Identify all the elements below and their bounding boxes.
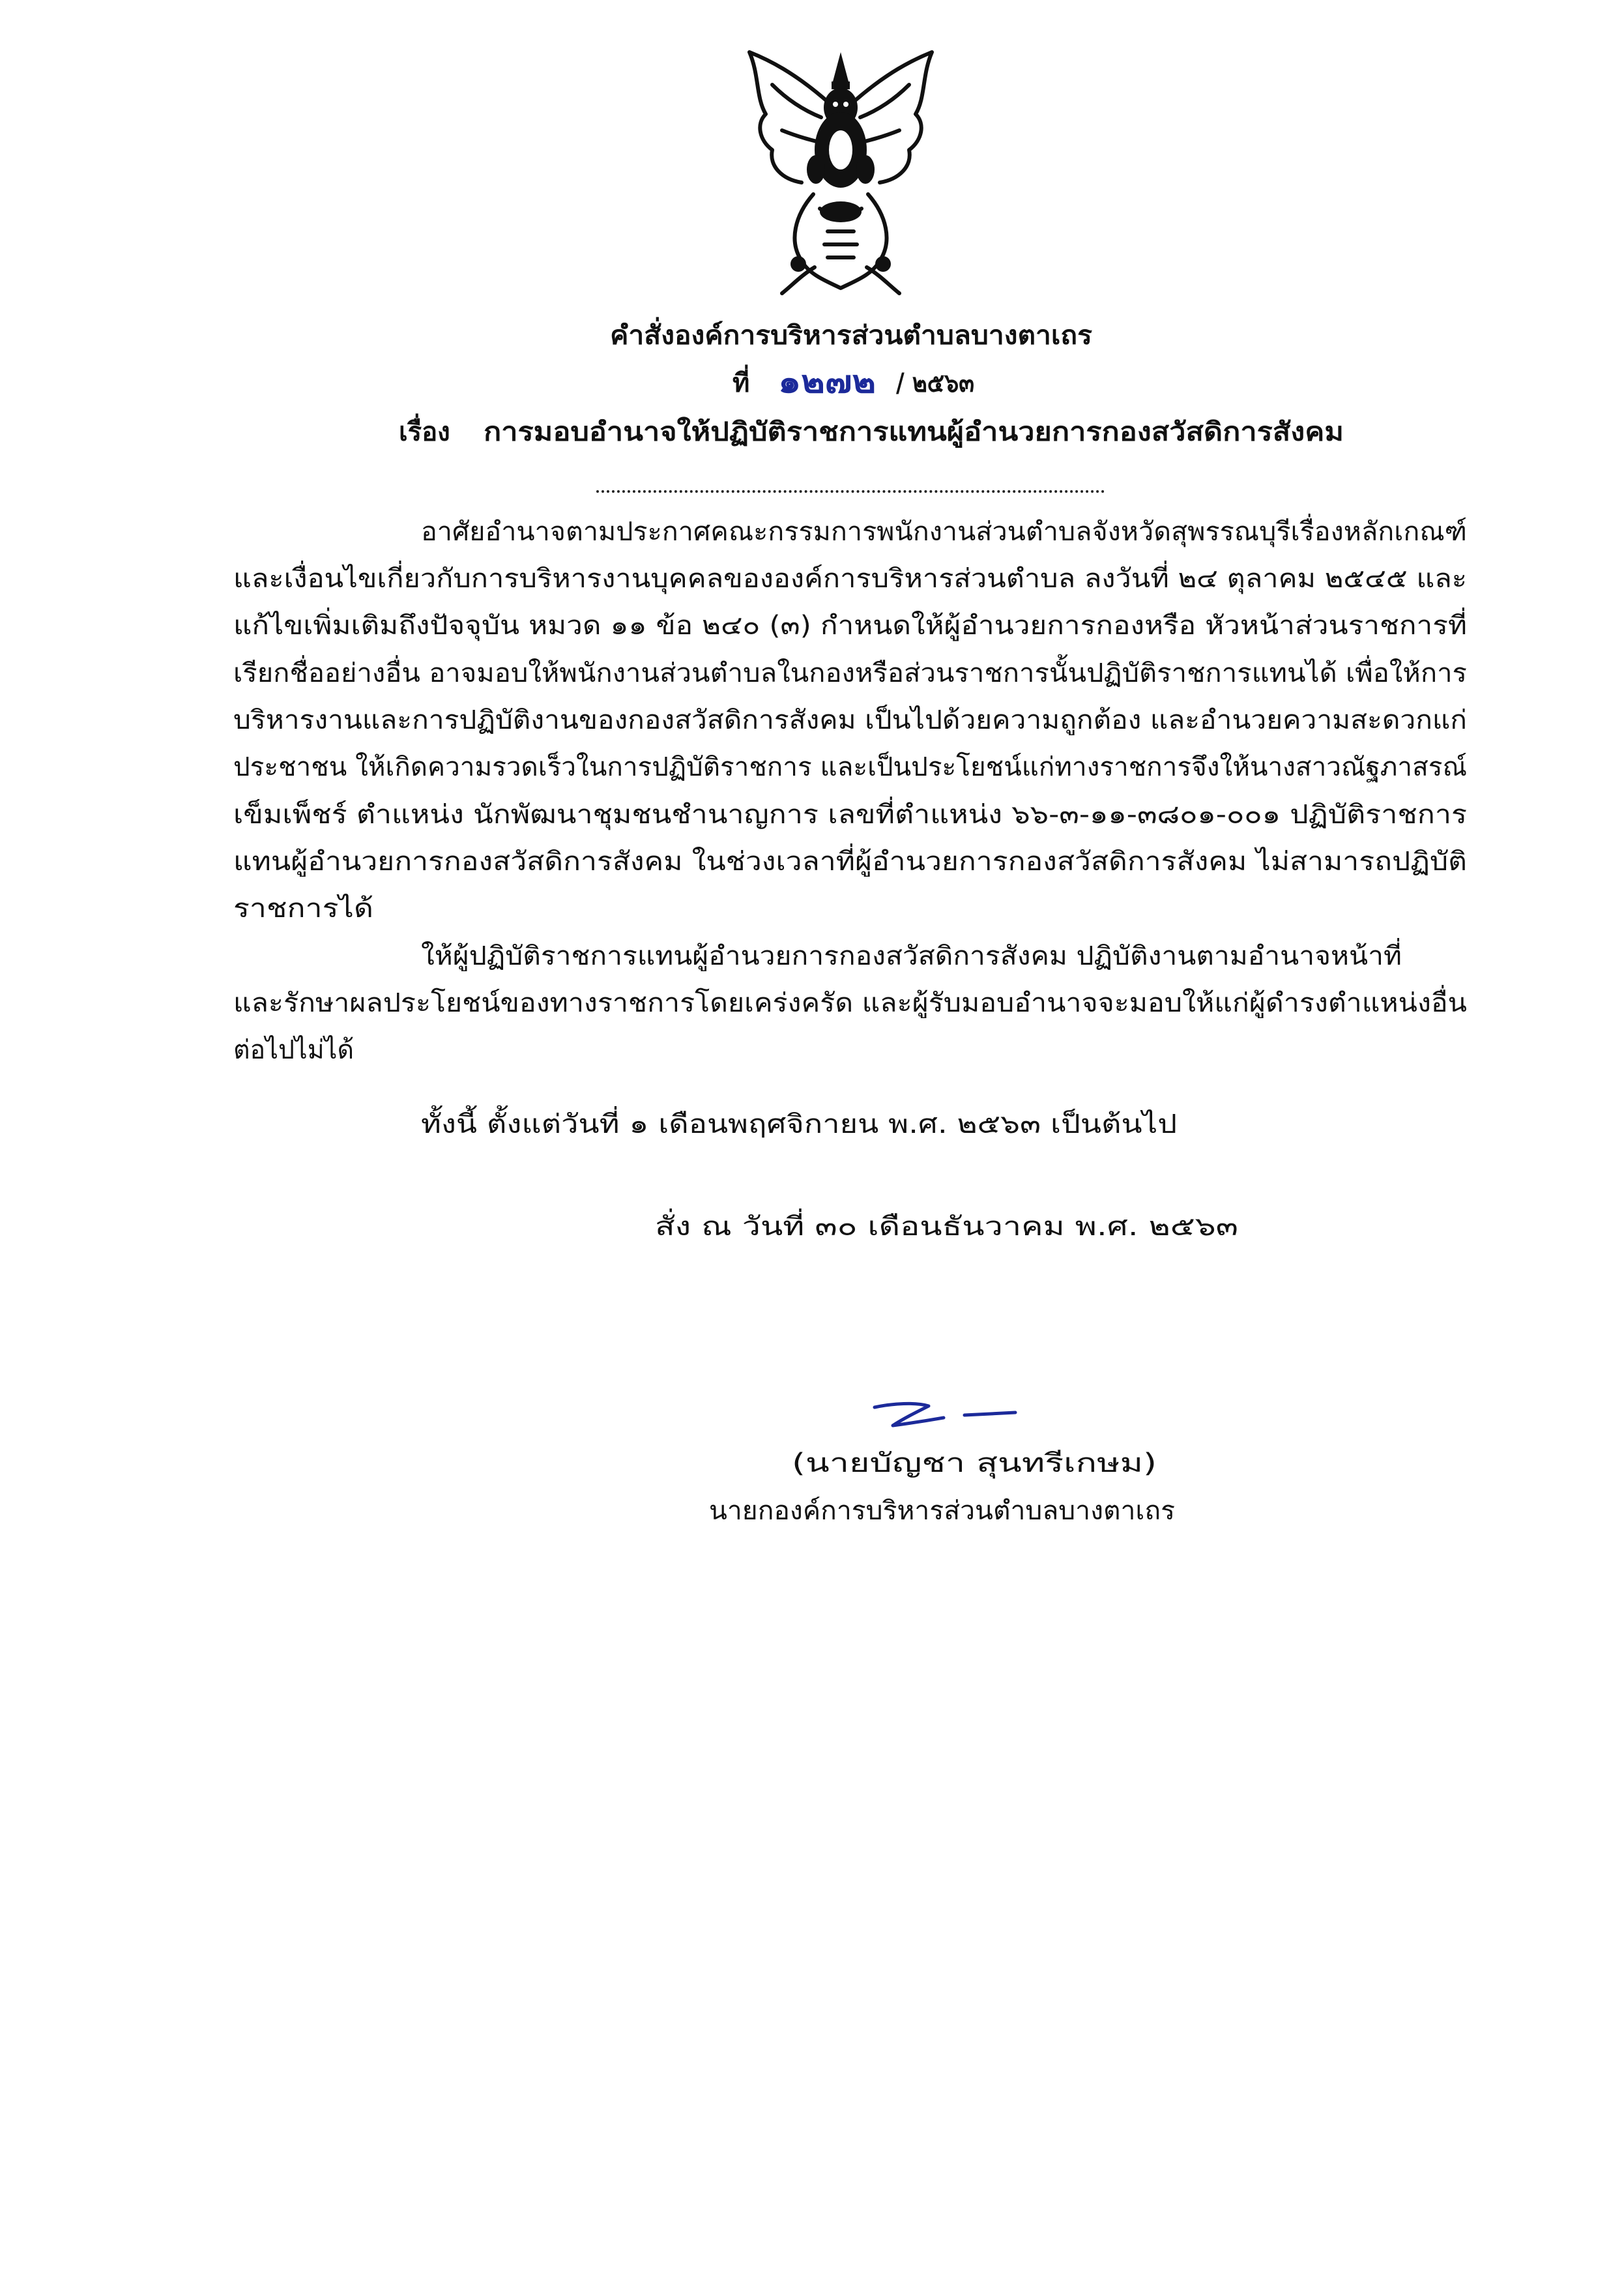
para1-line: และเงื่อนไขเกี่ยวกับการบริหารงานบุคคลขององค์การบริหารส่วนตำบล ลงวันที่ ๒๔ ตุลาคม ๒๕๔๕ และ: [233, 564, 1467, 594]
header-divider: [596, 490, 1105, 493]
para2-line: และรักษาผลประโยชน์ของทางราชการโดยเคร่งครัด และผู้รับมอบอำนาจจะมอบให้แก่ผู้ดำรงตำแหน่งอื่น: [233, 988, 1467, 1018]
para1-line: เรียกชื่ออย่างอื่น อาจมอบให้พนักงานส่วนตำบลในกองหรือส่วนราชการนั้นปฏิบัติราชการแทนได้ เพื่อให้การ: [233, 658, 1467, 688]
para2-line: ต่อไปไม่ได้: [233, 1035, 354, 1065]
subject-text: การมอบอำนาจให้ปฏิบัติราชการแทนผู้อำนวยการกองสวัสดิการสังคม: [484, 417, 1344, 447]
para1-line: บริหารงานและการปฏิบัติงานของกองสวัสดิการสังคม เป็นไปด้วยความถูกต้อง และอำนวยความสะดวกแก่: [233, 705, 1467, 735]
para1-line: ประชาชน ให้เกิดความรวดเร็วในการปฏิบัติราชการ และเป็นประโยชน์แก่ทางราชการจึงให้นางสาวณัฐภาสรณ์: [233, 752, 1467, 782]
garuda-emblem-icon: [736, 46, 945, 300]
para1-line: อาศัยอำนาจตามประกาศคณะกรรมการพนักงานส่วนตำบลจังหวัดสุพรรณบุรีเรื่องหลักเกณฑ์: [421, 517, 1467, 547]
signer-name: (นายบัญชา สุนทรีเกษม): [792, 1448, 1157, 1478]
para1-line: แทนผู้อำนวยการกองสวัสดิการสังคม ในช่วงเวลาที่ผู้อำนวยการกองสวัสดิการสังคม ไม่สามารถปฏิบัติ: [233, 847, 1467, 877]
order-year: / ๒๕๖๓: [896, 368, 974, 398]
order-prefix: ที่: [732, 368, 750, 398]
document-title: คำสั่งองค์การบริหารส่วนตำบลบางตาเถร: [610, 321, 1092, 351]
para1-line: เข็มเพ็ชร์ ตำแหน่ง นักพัฒนาชุมชนชำนาญการ เลขที่ตำแหน่ง ๖๖-๓-๑๑-๓๘๐๑-๐๐๑ ปฏิบัติราชการ: [233, 800, 1467, 830]
para2-line: ให้ผู้ปฏิบัติราชการแทนผู้อำนวยการกองสวัสดิการสังคม ปฏิบัติงานตามอำนาจหน้าที่: [421, 941, 1402, 971]
para1-line: ราชการได้: [233, 894, 373, 924]
order-number-handwritten: ๑๒๗๒: [778, 364, 876, 400]
order-date: สั่ง ณ วันที่ ๓๐ เดือนธันวาคม พ.ศ. ๒๕๖๓: [655, 1212, 1238, 1242]
handwritten-signature-icon: [867, 1398, 1030, 1431]
para1-line: แก้ไขเพิ่มเติมถึงปัจจุบัน หมวด ๑๑ ข้อ ๒๔๐ (๓) กำหนดให้ผู้อำนวยการกองหรือ หัวหน้าส่วนราชการที่: [233, 611, 1467, 641]
subject-label: เรื่อง: [399, 417, 450, 447]
signer-position: นายกองค์การบริหารส่วนตำบลบางตาเถร: [709, 1496, 1175, 1526]
effective-date: ทั้งนี้ ตั้งแต่วันที่ ๑ เดือนพฤศจิกายน พ.ศ. ๒๕๖๓ เป็นต้นไป: [421, 1109, 1177, 1139]
